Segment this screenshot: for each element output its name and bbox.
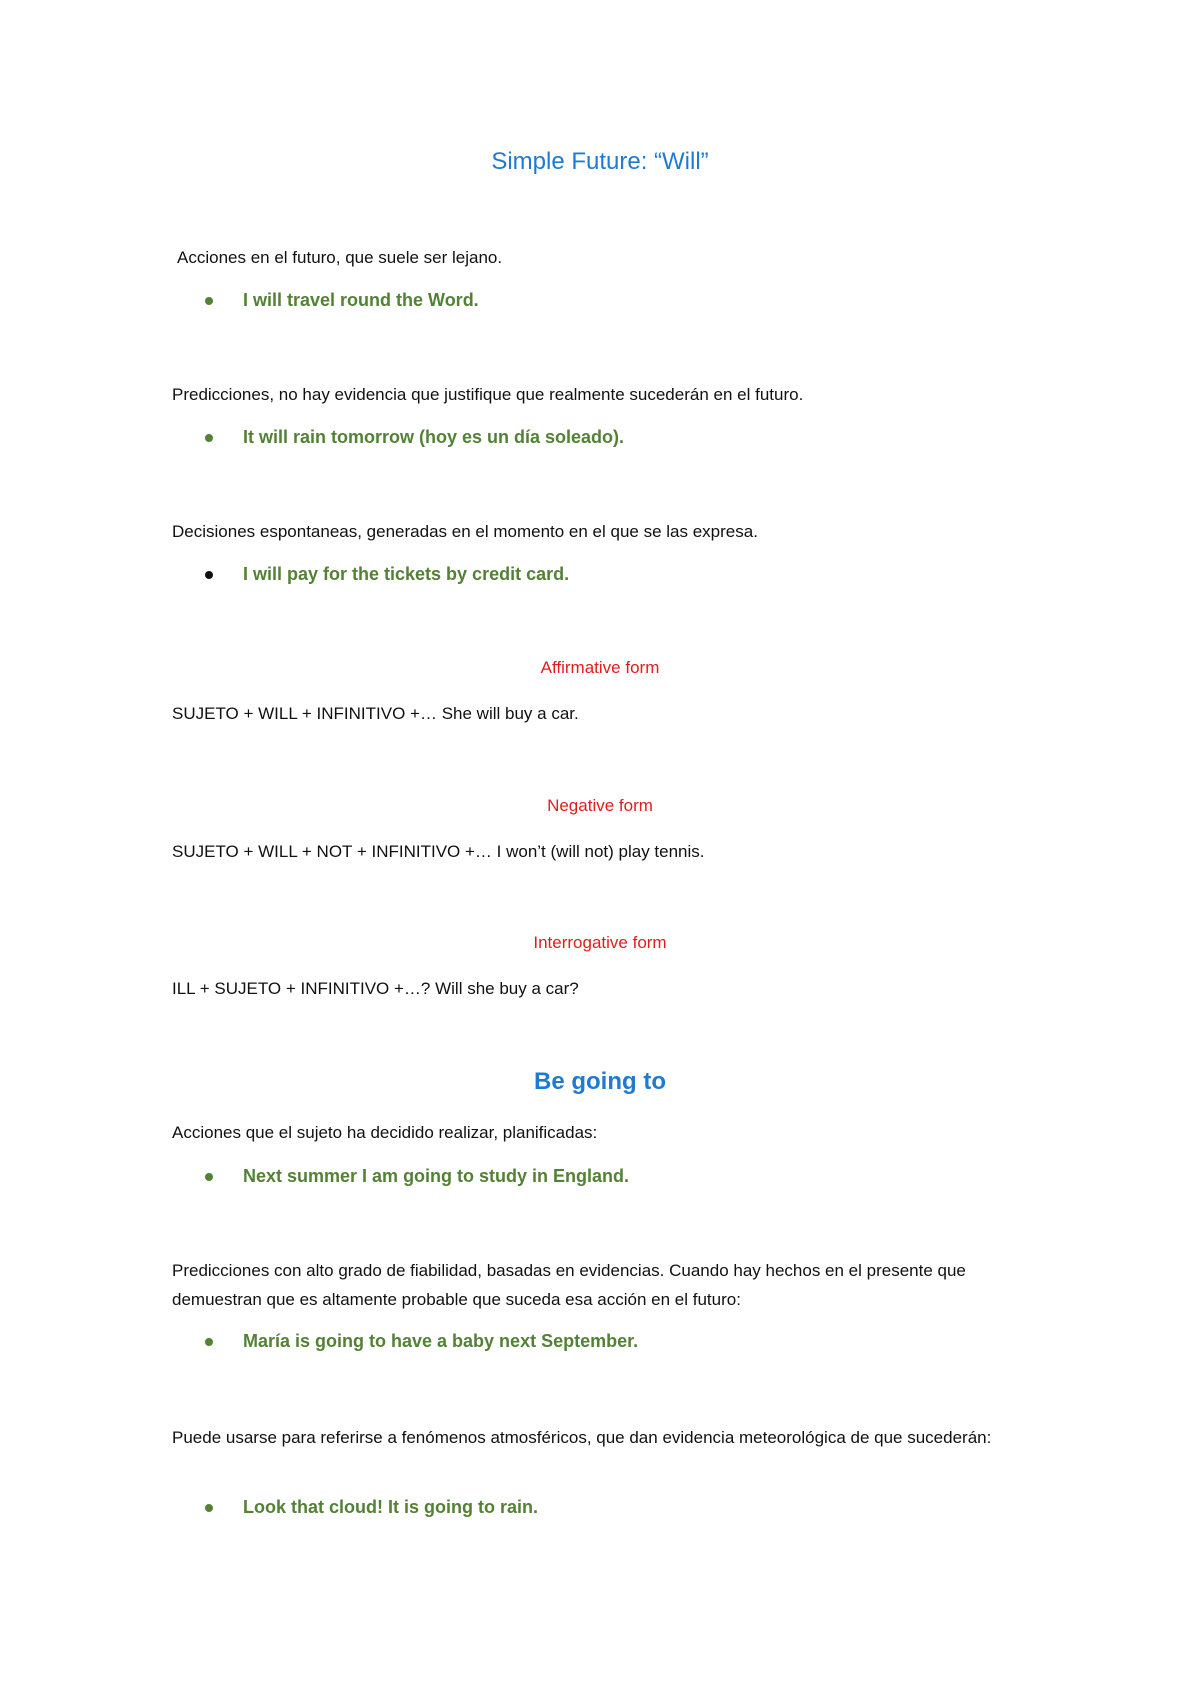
affirmative-form-heading: Affirmative form [540, 658, 660, 677]
going-weather: Puede usarse para referirse a fenómenos atmosféricos, que dan evidencia meteorológica de que sucederán: [172, 1428, 992, 1447]
bullet-icon [205, 1338, 213, 1346]
interrogative-form-text: ILL + SUJETO + INFINITIVO +…? Will she buy a car? [172, 979, 579, 998]
going-predictions: Predicciones con alto grado de fiabilidad, basadas en evidencias. Cuando hay hechos en el presente que demuestran que es altamente probable que suceda esa acción en el futuro: [172, 1261, 966, 1309]
bullet-icon [205, 434, 213, 442]
negative-form-heading: Negative form [547, 796, 653, 815]
will-example-3: I will pay for the tickets by credit card. [205, 564, 569, 585]
will-predictions: Predicciones, no hay evidencia que justifique que realmente sucederán en el futuro. [172, 385, 804, 404]
bullet-icon [205, 297, 213, 305]
will-example-1: I will travel round the Word. [205, 290, 479, 311]
affirmative-form-text: SUJETO + WILL + INFINITIVO +… She will buy a car. [172, 704, 579, 723]
will-title: Simple Future: “Will” [491, 148, 709, 175]
going-example-1: Next summer I am going to study in England. [205, 1166, 629, 1187]
be-going-to-title: Be going to [534, 1068, 666, 1095]
going-example-2: María is going to have a baby next September. [205, 1331, 638, 1352]
going-example-3: Look that cloud! It is going to rain. [205, 1497, 538, 1518]
bullet-icon [205, 1173, 213, 1181]
interrogative-form-heading: Interrogative form [533, 933, 667, 952]
will-intro: Acciones en el futuro, que suele ser lejano. [177, 248, 503, 267]
bullet-icon [205, 571, 213, 579]
negative-form-text: SUJETO + WILL + NOT + INFINITIVO +… I won’t (will not) play tennis. [172, 842, 705, 861]
bullet-icon [205, 1504, 213, 1512]
will-example-2: It will rain tomorrow (hoy es un día soleado). [205, 427, 624, 448]
will-decisions: Decisiones espontaneas, generadas en el momento en el que se las expresa. [172, 522, 758, 541]
going-planned-actions: Acciones que el sujeto ha decidido realizar, planificadas: [172, 1123, 598, 1142]
